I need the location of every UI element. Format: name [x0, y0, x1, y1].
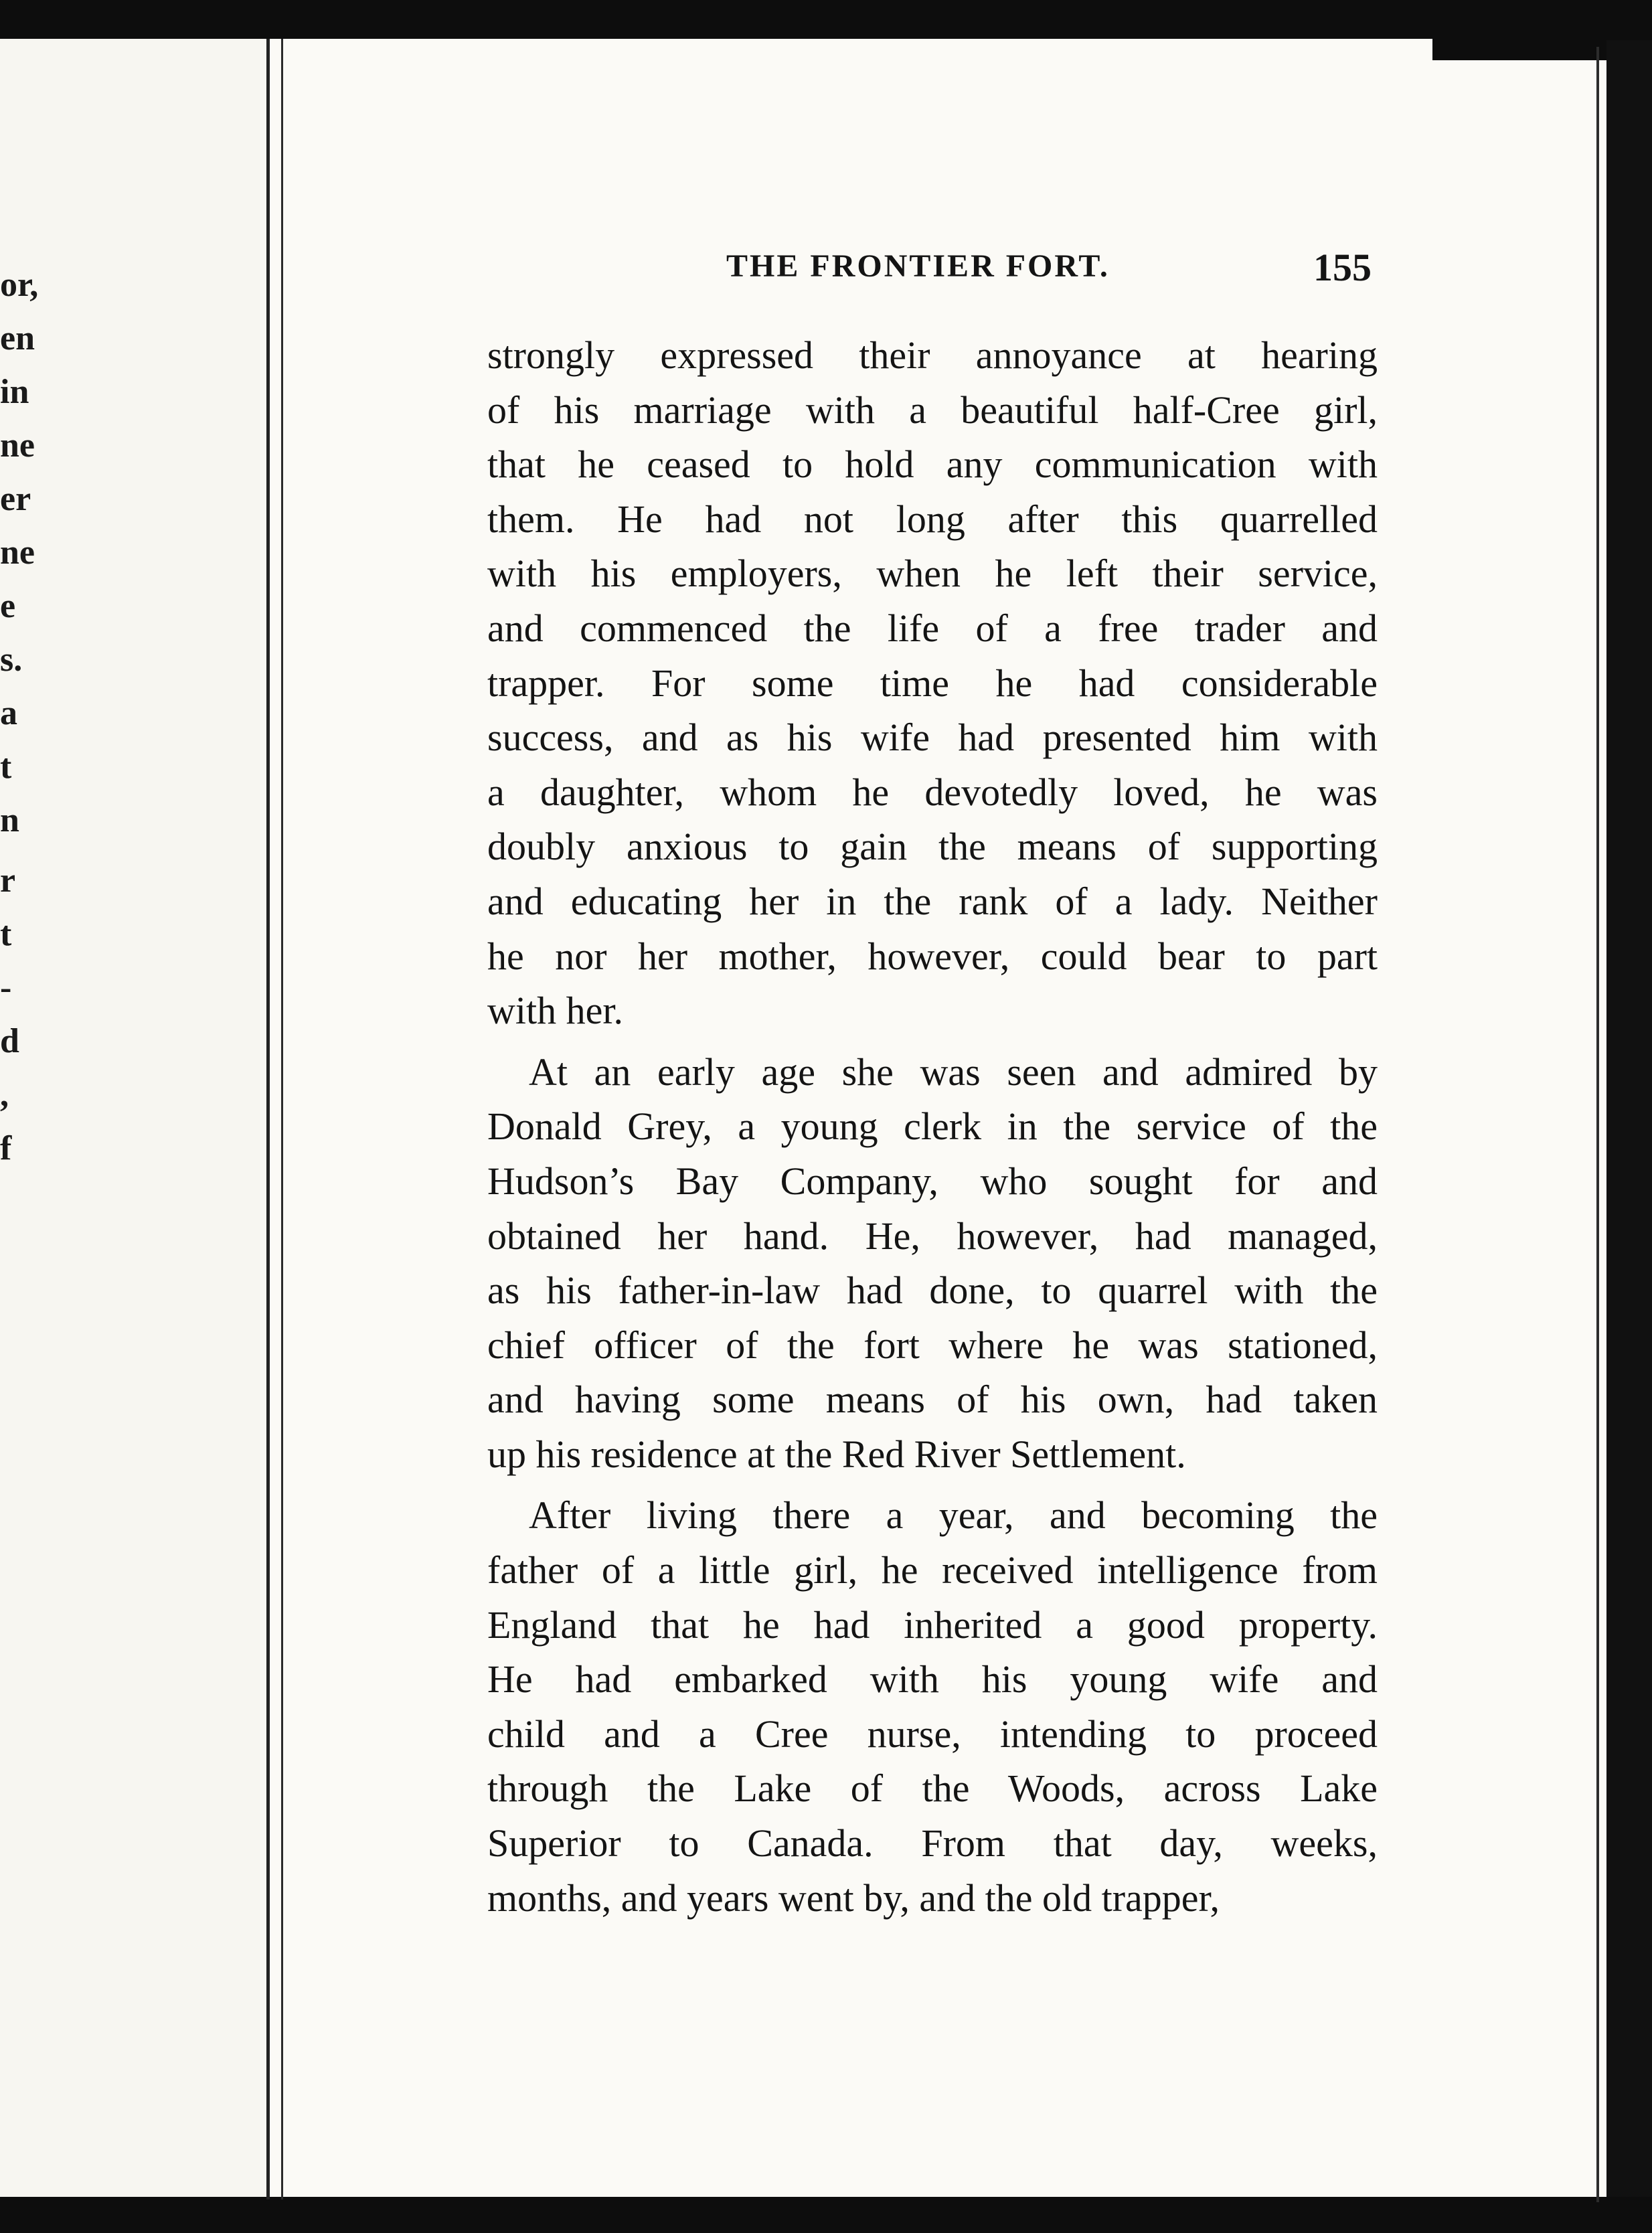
bleed-fragment: r	[0, 863, 16, 898]
text-line: strongly expressed their annoyance at hearing	[487, 333, 1378, 377]
text-line: He had embarked with his young wife and	[487, 1657, 1378, 1702]
text-line: through the Lake of the Woods, across Lake	[487, 1766, 1378, 1811]
bleed-fragment: or,	[0, 268, 39, 303]
text-line: Donald Grey, a young clerk in the service of the	[487, 1104, 1378, 1149]
text-line: a daughter, whom he devotedly loved, he was	[487, 770, 1378, 814]
text-line: trapper. For some time he had considerable	[487, 661, 1378, 705]
bleed-fragment: d	[0, 1024, 19, 1059]
bleed-fragment: s.	[0, 643, 23, 677]
gutter-line	[266, 39, 270, 2200]
text-line: and having some means of his own, had taken	[487, 1378, 1378, 1422]
text-line: months, and years went by, and the old trapper,	[487, 1876, 1220, 1920]
text-line: obtained her hand. He, however, had managed,	[487, 1214, 1378, 1258]
paragraph	[487, 328, 1378, 1038]
text-line: After living there a year, and becoming the	[529, 1493, 1378, 1538]
bleed-fragment: f	[0, 1131, 12, 1166]
bleed-fragment: ne	[0, 428, 35, 463]
bleed-fragment: a	[0, 696, 17, 731]
text-line: up his residence at the Red River Settlement.	[487, 1432, 1186, 1476]
page-fold-line	[281, 39, 283, 2200]
text-line: he nor her mother, however, could bear to part	[487, 934, 1378, 978]
text-line: Superior to Canada. From that day, weeks,	[487, 1821, 1378, 1866]
text-line: that he ceased to hold any communication with	[487, 442, 1378, 487]
text-line: and commenced the life of a free trader and	[487, 606, 1378, 650]
text-line: as his father-in-law had done, to quarrel with the	[487, 1268, 1378, 1313]
bleed-fragment: ,	[0, 1078, 9, 1112]
bleed-fragment: -	[0, 971, 12, 1005]
text-line: them. He had not long after this quarrelled	[487, 497, 1378, 541]
running-head: THE FRONTIER FORT.	[726, 248, 1110, 284]
bleed-fragment: n	[0, 803, 19, 838]
text-line: with his employers, when he left their service,	[487, 552, 1378, 596]
text-line: and educating her in the rank of a lady. Neither	[487, 879, 1378, 923]
paragraph	[487, 1488, 1378, 1925]
body-text	[487, 328, 1378, 1925]
text-line: Hudson’s Bay Company, who sought for and	[487, 1159, 1378, 1203]
text-line: chief officer of the fort where he was stationed,	[487, 1323, 1378, 1367]
bleed-fragment: er	[0, 482, 31, 517]
text-line: doubly anxious to gain the means of supporting	[487, 825, 1378, 869]
bleed-fragment: t	[0, 917, 12, 952]
scan-border-right	[1606, 40, 1652, 2233]
text-line: At an early age she was seen and admired by	[529, 1050, 1378, 1094]
paragraph	[487, 1045, 1378, 1482]
facing-page	[0, 39, 266, 2197]
scan-border-top	[0, 0, 1652, 39]
text-line: of his marriage with a beautiful half-Cree girl,	[487, 388, 1378, 432]
bleed-fragment: en	[0, 321, 35, 356]
text-line: England that he had inherited a good property.	[487, 1602, 1378, 1647]
text-line: child and a Cree nurse, intending to proceed	[487, 1712, 1378, 1756]
page-edge	[1596, 47, 1599, 2202]
bleed-fragment: t	[0, 750, 12, 784]
bleed-fragment: in	[0, 375, 29, 410]
text-line: father of a little girl, he received intelligence from	[487, 1548, 1378, 1592]
bleed-fragment: e	[0, 589, 16, 624]
bleed-fragment: ne	[0, 535, 35, 570]
text-line: success, and as his wife had presented him with	[487, 716, 1378, 760]
scan-border-bottom	[0, 2197, 1652, 2233]
page-number: 155	[1313, 246, 1372, 289]
text-line: with her.	[487, 989, 623, 1033]
